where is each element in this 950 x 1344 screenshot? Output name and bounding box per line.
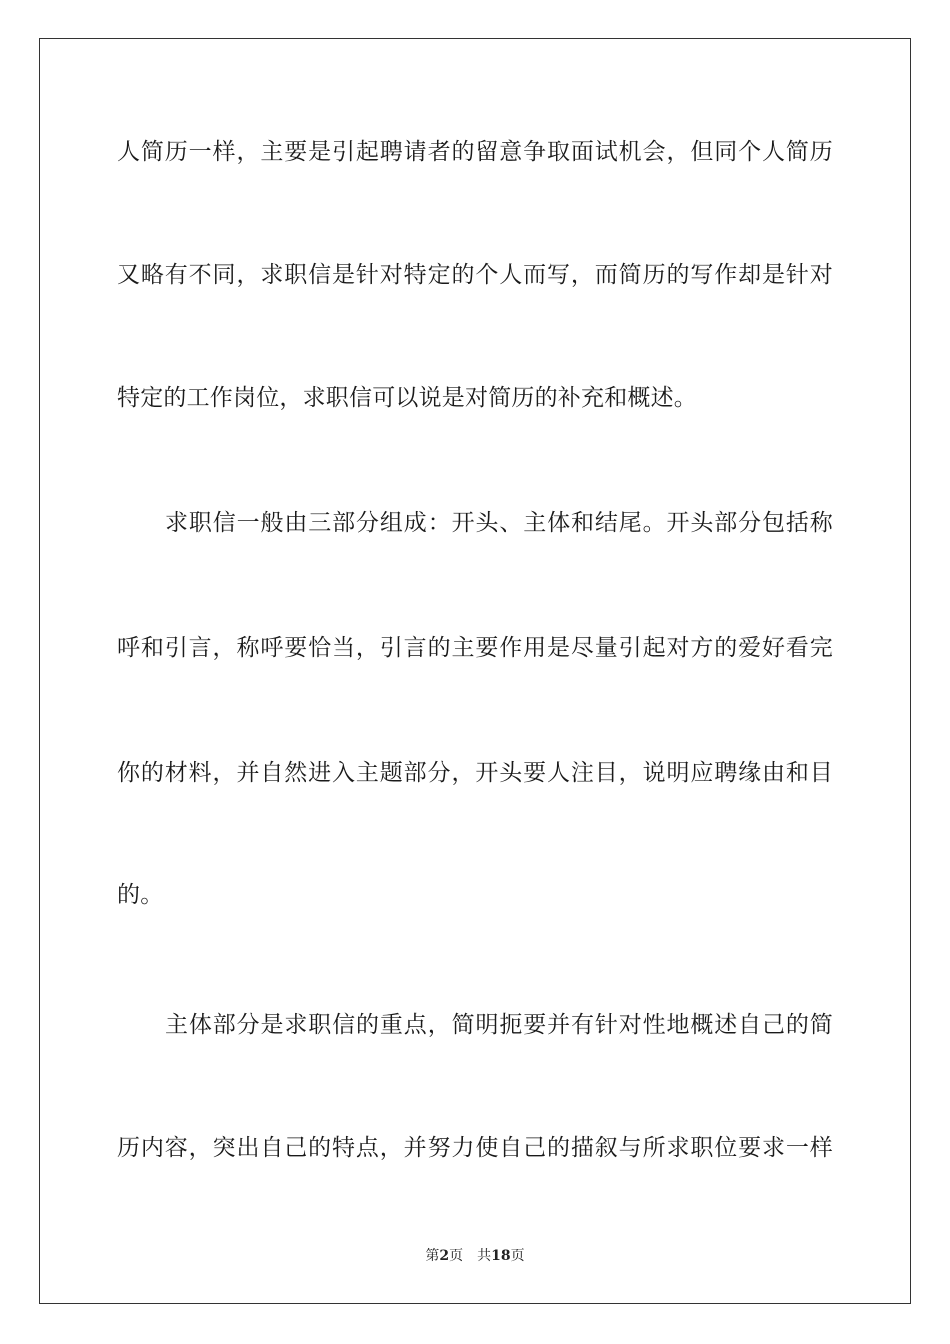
body-line-5: 呼和引言，称呼要恰当，引言的主要作用是尽量引起对方的爱好看完 <box>117 635 833 661</box>
footer-page-number: 2 <box>439 1248 450 1264</box>
footer-total-prefix: 共 <box>477 1248 492 1264</box>
body-line-2: 又略有不同，求职信是针对特定的个人而写，而简历的写作却是针对 <box>117 262 833 288</box>
body-line-9: 历内容，突出自己的特点，并努力使自己的描叙与所求职位要求一样 <box>117 1135 833 1161</box>
body-line-6: 你的材料，并自然进入主题部分，开头要人注目，说明应聘缘由和目 <box>117 760 833 786</box>
body-line-3: 特定的工作岗位，求职信可以说是对简历的补充和概述。 <box>117 385 697 411</box>
footer-total-suffix: 页 <box>510 1248 525 1264</box>
body-line-7: 的。 <box>117 882 164 908</box>
page-border <box>39 38 911 1304</box>
footer-page-prefix: 第 <box>425 1248 440 1264</box>
body-line-8: 主体部分是求职信的重点，简明扼要并有针对性地概述自己的简 <box>165 1012 833 1038</box>
page-footer <box>0 1246 950 1266</box>
footer-total-pages: 18 <box>491 1248 511 1264</box>
body-line-4: 求职信一般由三部分组成：开头、主体和结尾。开头部分包括称 <box>165 510 833 536</box>
footer-page-suffix: 页 <box>449 1248 464 1264</box>
body-line-1: 人简历一样，主要是引起聘请者的留意争取面试机会，但同个人简历 <box>117 139 833 165</box>
